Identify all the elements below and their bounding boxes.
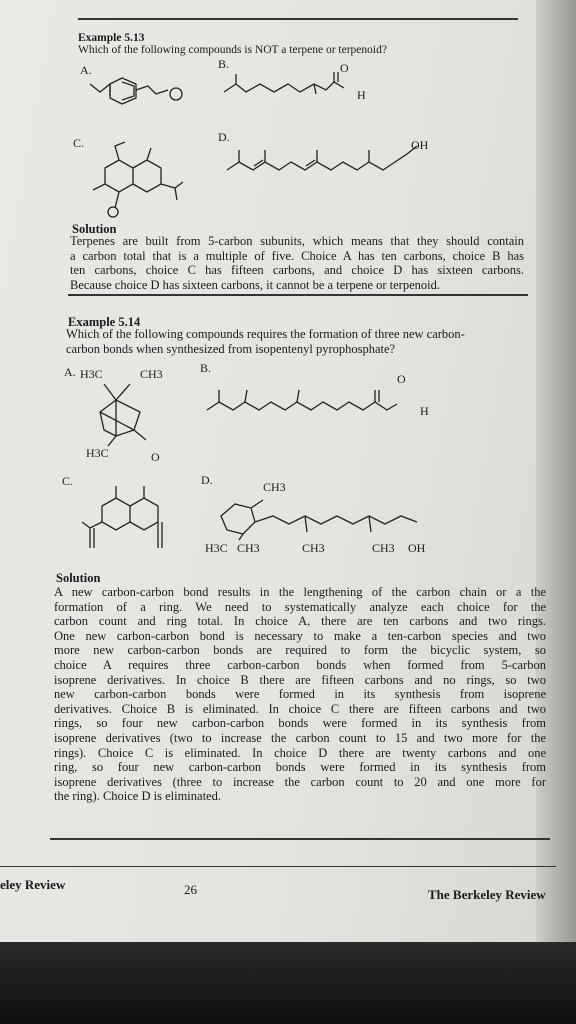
footer-right: The Berkeley Review [428, 887, 546, 902]
atom-ch3-d3: CH3 [302, 541, 325, 555]
solution-514-line: rings, so four new carbon-carbon bonds were formed in its synthesis from [54, 716, 546, 731]
structure-513-d [225, 140, 435, 180]
solution-514-line: the ring). Choice D is eliminated. [54, 789, 221, 804]
solution-514-line: carbon count and ring total. In choice A, there are ten carbons and two rings. [54, 614, 546, 629]
choice-a-label: A. [80, 63, 92, 77]
solution-513-line: Terpenes are built from 5-carbon subunits, which means that they should contain [70, 234, 524, 248]
solution-514-line: ring, so four new carbon-carbon bonds were formed in its synthesis from [54, 760, 546, 775]
solution-514-line: choice A requires three carbon-carbon bonds when formed from 5-carbon [54, 657, 546, 672]
dark-background [0, 942, 576, 1024]
question-line: carbon bonds when synthesized from isopentenyl pyrophosphate? [66, 341, 396, 356]
atom-h: H [357, 88, 366, 102]
choice-d-label: D. [201, 473, 213, 487]
solution-513-line: Because choice D has sixteen carbons, it cannot be a terpene or terpenoid. [70, 277, 440, 292]
choice-c-label: C. [73, 136, 85, 150]
example-514-title: Example 5.14 [68, 315, 141, 329]
atom-oh: OH [411, 138, 429, 152]
question-line: Which of the following compounds requires the formation of three new carbon- [66, 327, 465, 341]
top-rule [78, 18, 518, 20]
atom-ch3-d2: CH3 [237, 541, 260, 555]
structure-513-a [90, 72, 190, 122]
solution-513-line: ten carbons, choice C has fifteen carbons, and choice D has sixteen carbons. [70, 263, 524, 278]
solution-514-line: more new carbon-carbon bonds are required to form the bicyclic system, so [54, 643, 546, 658]
footer-left: eley Review [0, 877, 66, 892]
section-rule-1 [68, 294, 528, 296]
solution-513-text [70, 234, 524, 292]
choice-b-label: B. [218, 57, 230, 71]
solution-513-line: a carbon total that is a multiple of five. Choice A has ten carbons, choice B has [70, 248, 524, 263]
solution-514-line: new carbon-carbon bonds were formed in its synthesis from isoprene [54, 687, 546, 702]
structure-513-c [85, 138, 195, 218]
footer-rule [0, 866, 556, 867]
solution-514-line: formation of a ring. We need to systematically analyze each choice for the [54, 599, 546, 614]
solution-514-line: isoprene derivatives. In choice B there are fifteen carbons and no rings, so two [54, 672, 546, 687]
solution-514-line: isoprene derivatives (two to increase the carbon count to 15 and two more for the [54, 730, 546, 745]
solution-514-heading: Solution [56, 571, 101, 585]
section-rule-2 [50, 838, 550, 840]
structure-514-b [205, 380, 405, 420]
atom-h3c-2: H3C [86, 446, 109, 460]
choice-d-label: D. [218, 130, 230, 144]
page-edge [536, 0, 576, 980]
solution-514-line: isoprene derivatives (three to increase the carbon count to 20 and one more for [54, 774, 546, 789]
solution-514-line: One new carbon-carbon bond is necessary to make a ten-carbon species and two [54, 628, 546, 643]
structure-513-b [220, 72, 370, 112]
choice-c-label: C. [62, 474, 74, 488]
page-number: 26 [184, 882, 197, 897]
choice-b-label: B. [200, 361, 212, 375]
atom-ch3-d4: CH3 [372, 541, 395, 555]
atom-o-a: O [151, 450, 160, 464]
atom-o: O [340, 61, 349, 75]
solution-514-line: derivatives. Choice B is eliminated. In choice C there are fifteen carbons and two [54, 701, 546, 716]
example-513-question: Which of the following compounds is NOT a terpene or terpenoid? [78, 44, 387, 56]
atom-h3c-d: H3C [205, 541, 228, 555]
solution-513-heading: Solution [72, 222, 117, 236]
atom-ch3: CH3 [140, 367, 163, 381]
solution-514-line: A new carbon-carbon bond results in the lengthening of the carbon chain or a the [54, 585, 546, 599]
atom-o-b: O [397, 372, 406, 386]
atom-h-b: H [420, 404, 429, 418]
example-513-title: Example 5.13 [78, 32, 145, 44]
solution-514-text [54, 585, 546, 804]
choice-a-label: A. [64, 365, 76, 379]
atom-oh-d: OH [408, 541, 426, 555]
solution-514-line: rings). Choice C is eliminated. In choice D there are twenty carbons and one [54, 745, 546, 760]
example-514-question [66, 327, 532, 356]
atom-h3c: H3C [80, 367, 103, 381]
structure-514-c [72, 478, 192, 558]
atom-ch3-d: CH3 [263, 480, 286, 494]
